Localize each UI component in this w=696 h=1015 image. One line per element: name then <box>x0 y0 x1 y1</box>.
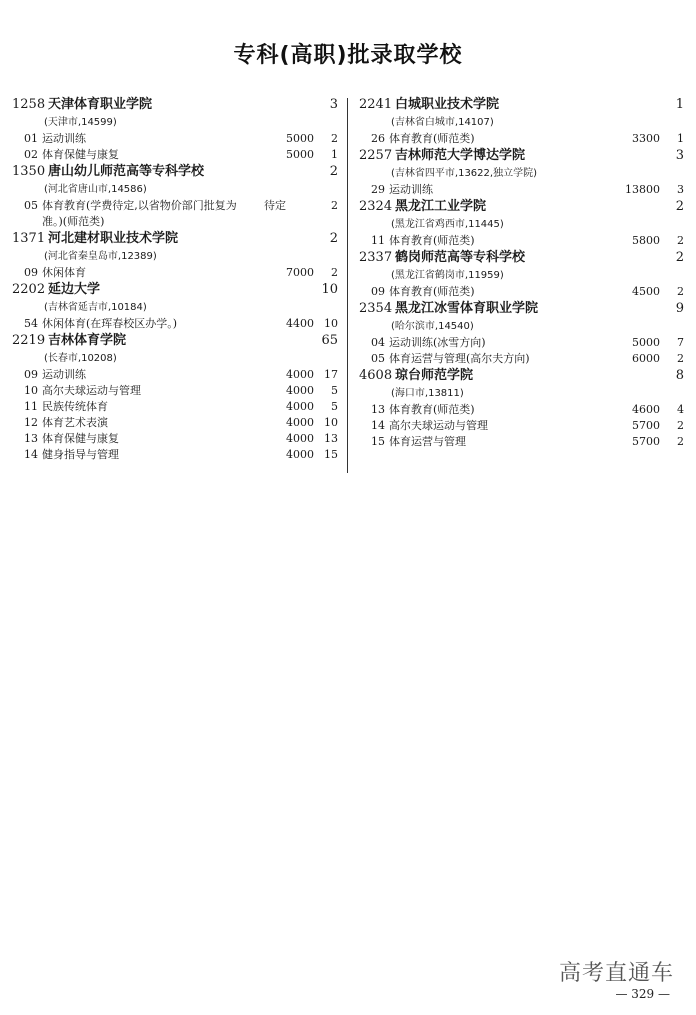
major-count: 15 <box>324 448 338 461</box>
major-count: 3 <box>677 183 684 196</box>
watermark: 高考直通车 <box>558 961 674 986</box>
major-row <box>12 383 338 399</box>
major-row <box>359 335 684 351</box>
school-header <box>359 300 684 318</box>
major-code: 29 <box>371 183 385 196</box>
school-entry <box>12 163 338 230</box>
major-row <box>359 418 684 434</box>
major-row <box>12 198 338 230</box>
school-name: 琼台师范学院 <box>395 368 474 383</box>
school-entry <box>359 147 684 198</box>
major-name: 休闲体育(在珲春校区办学。) <box>42 317 178 330</box>
major-name: 体育保健与康复 <box>42 432 119 445</box>
school-name: 白城职业技术学院 <box>395 97 500 112</box>
school-entry <box>12 230 338 281</box>
major-count: 2 <box>331 266 338 279</box>
major-code: 05 <box>24 199 38 212</box>
school-entry <box>12 332 338 463</box>
major-fee: 5000 <box>286 148 314 161</box>
school-code: 1258 <box>12 97 46 112</box>
left-column <box>12 96 338 463</box>
major-row <box>12 147 338 163</box>
major-code: 14 <box>371 419 385 432</box>
major-fee: 4000 <box>286 384 314 397</box>
major-fee: 5000 <box>286 132 314 145</box>
major-name: 运动训练 <box>389 183 433 196</box>
major-fee: 4000 <box>286 432 314 445</box>
major-fee: 13800 <box>625 183 660 196</box>
major-row <box>359 402 684 418</box>
school-code: 2241 <box>359 97 393 112</box>
major-name: 体育运营与管理(高尔夫方向) <box>389 352 530 365</box>
major-code: 10 <box>24 384 38 397</box>
major-name: 运动训练 <box>42 132 86 145</box>
school-name: 河北建材职业技术学院 <box>48 231 179 246</box>
major-fee: 4500 <box>632 285 660 298</box>
major-code: 15 <box>371 435 385 448</box>
major-row <box>12 399 338 415</box>
major-fee: 3300 <box>632 132 660 145</box>
major-code: 02 <box>24 148 38 161</box>
school-code: 1371 <box>12 231 46 246</box>
major-code: 09 <box>24 266 38 279</box>
page-title: 专科(高职)批录取学校 <box>233 43 463 68</box>
school-total: 2 <box>675 250 684 265</box>
major-code: 04 <box>371 336 385 349</box>
major-code: 13 <box>24 432 38 445</box>
major-count: 1 <box>677 132 684 145</box>
major-name: 体育教育(师范类) <box>389 132 475 145</box>
major-name: 高尔夫球运动与管理 <box>42 384 141 397</box>
major-count: 5 <box>331 384 338 397</box>
major-row <box>12 316 338 332</box>
school-entry <box>359 96 684 147</box>
major-count: 17 <box>324 368 338 381</box>
major-fee: 待定 <box>264 199 286 212</box>
page-number: — 329 — <box>615 987 670 1001</box>
school-location: (吉林省延吉市,10184) <box>44 302 147 313</box>
school-name: 黑龙江冰雪体育职业学院 <box>395 301 539 316</box>
major-fee: 5000 <box>632 336 660 349</box>
school-name: 黑龙江工业学院 <box>395 199 487 214</box>
school-total: 3 <box>675 148 684 163</box>
school-header <box>12 163 338 181</box>
school-location: (黑龙江省鹤岗市,11959) <box>391 270 504 281</box>
major-count: 10 <box>324 416 338 429</box>
school-code: 2219 <box>12 333 46 348</box>
major-code: 01 <box>24 132 38 145</box>
school-total: 10 <box>321 282 338 297</box>
school-code: 2354 <box>359 301 393 316</box>
major-row <box>12 131 338 147</box>
school-total: 65 <box>321 333 338 348</box>
school-location: (河北省唐山市,14586) <box>44 184 147 195</box>
school-entry <box>359 300 684 367</box>
school-entry <box>359 198 684 249</box>
major-row <box>359 182 684 198</box>
major-fee: 5800 <box>632 234 660 247</box>
major-code: 11 <box>24 400 38 413</box>
major-count: 2 <box>677 352 684 365</box>
major-fee: 4000 <box>286 416 314 429</box>
school-location: (黑龙江省鸡西市,11445) <box>391 219 504 230</box>
major-count: 13 <box>324 432 338 445</box>
major-count: 2 <box>331 132 338 145</box>
major-name: 体育教育(师范类) <box>389 285 475 298</box>
major-fee: 4000 <box>286 400 314 413</box>
major-row <box>359 233 684 249</box>
school-location: (天津市,14599) <box>44 117 117 128</box>
major-count: 7 <box>677 336 684 349</box>
school-header <box>12 332 338 350</box>
major-name: 民族传统体育 <box>42 400 108 413</box>
school-name: 吉林体育学院 <box>48 333 127 348</box>
school-code: 2202 <box>12 282 46 297</box>
major-fee: 4400 <box>286 317 314 330</box>
school-header <box>359 367 684 385</box>
major-fee: 5700 <box>632 435 660 448</box>
school-name: 唐山幼儿师范高等专科学校 <box>48 164 205 179</box>
school-header <box>359 147 684 165</box>
major-code: 09 <box>24 368 38 381</box>
school-code: 2257 <box>359 148 393 163</box>
major-name: 体育运营与管理 <box>389 435 466 448</box>
school-total: 2 <box>329 231 338 246</box>
school-name: 鹤岗师范高等专科学校 <box>395 250 526 265</box>
school-location: (海口市,13811) <box>391 388 464 399</box>
major-row <box>359 434 684 450</box>
major-name: 体育艺术表演 <box>42 416 108 429</box>
school-total: 2 <box>675 199 684 214</box>
major-fee: 6000 <box>632 352 660 365</box>
major-row <box>359 131 684 147</box>
major-count: 2 <box>331 199 338 212</box>
school-location: (吉林省白城市,14107) <box>391 117 494 128</box>
major-count: 2 <box>677 234 684 247</box>
school-header <box>359 96 684 114</box>
school-total: 3 <box>329 97 338 112</box>
major-name: 体育教育(学费待定,以省物价部门批复为准。)(师范类) <box>42 199 237 228</box>
major-fee: 4000 <box>286 448 314 461</box>
major-name: 运动训练 <box>42 368 86 381</box>
major-fee: 7000 <box>286 266 314 279</box>
major-name: 健身指导与管理 <box>42 448 119 461</box>
major-row <box>359 284 684 300</box>
school-total: 8 <box>675 368 684 383</box>
major-fee: 4600 <box>632 403 660 416</box>
major-code: 14 <box>24 448 38 461</box>
school-entry <box>359 249 684 300</box>
major-fee: 4000 <box>286 368 314 381</box>
major-name: 运动训练(冰雪方向) <box>389 336 486 349</box>
major-row <box>12 415 338 431</box>
school-location: (长春市,10208) <box>44 353 117 364</box>
school-code: 2337 <box>359 250 393 265</box>
right-column <box>359 96 684 450</box>
major-name: 体育教育(师范类) <box>389 234 475 247</box>
school-entry <box>359 367 684 450</box>
major-code: 54 <box>24 317 38 330</box>
major-code: 12 <box>24 416 38 429</box>
major-count: 10 <box>324 317 338 330</box>
school-header <box>359 198 684 216</box>
major-code: 11 <box>371 234 385 247</box>
major-name: 高尔夫球运动与管理 <box>389 419 488 432</box>
school-total: 1 <box>675 97 684 112</box>
major-count: 2 <box>677 435 684 448</box>
school-header <box>359 249 684 267</box>
major-row <box>12 367 338 383</box>
school-header <box>12 230 338 248</box>
major-count: 2 <box>677 285 684 298</box>
school-total: 2 <box>329 164 338 179</box>
major-row <box>12 447 338 463</box>
column-divider <box>347 98 348 473</box>
major-count: 1 <box>331 148 338 161</box>
major-count: 2 <box>677 419 684 432</box>
major-code: 26 <box>371 132 385 145</box>
major-count: 4 <box>677 403 684 416</box>
major-name: 体育教育(师范类) <box>389 403 475 416</box>
major-count: 5 <box>331 400 338 413</box>
school-header <box>12 281 338 299</box>
major-row <box>12 431 338 447</box>
school-location: (哈尔滨市,14540) <box>391 321 474 332</box>
school-location: (河北省秦皇岛市,12389) <box>44 251 157 262</box>
major-name: 休闲体育 <box>42 266 86 279</box>
major-name: 体育保健与康复 <box>42 148 119 161</box>
school-name: 吉林师范大学博达学院 <box>395 148 526 163</box>
major-row <box>359 351 684 367</box>
school-name: 延边大学 <box>48 282 101 297</box>
school-code: 4608 <box>359 368 393 383</box>
school-code: 1350 <box>12 164 46 179</box>
school-header <box>12 96 338 114</box>
major-code: 05 <box>371 352 385 365</box>
major-code: 09 <box>371 285 385 298</box>
major-fee: 5700 <box>632 419 660 432</box>
school-total: 9 <box>675 301 684 316</box>
major-code: 13 <box>371 403 385 416</box>
school-code: 2324 <box>359 199 393 214</box>
major-row <box>12 265 338 281</box>
school-entry <box>12 281 338 332</box>
school-entry <box>12 96 338 163</box>
school-location: (吉林省四平市,13622,独立学院) <box>391 168 537 179</box>
school-name: 天津体育职业学院 <box>48 97 153 112</box>
